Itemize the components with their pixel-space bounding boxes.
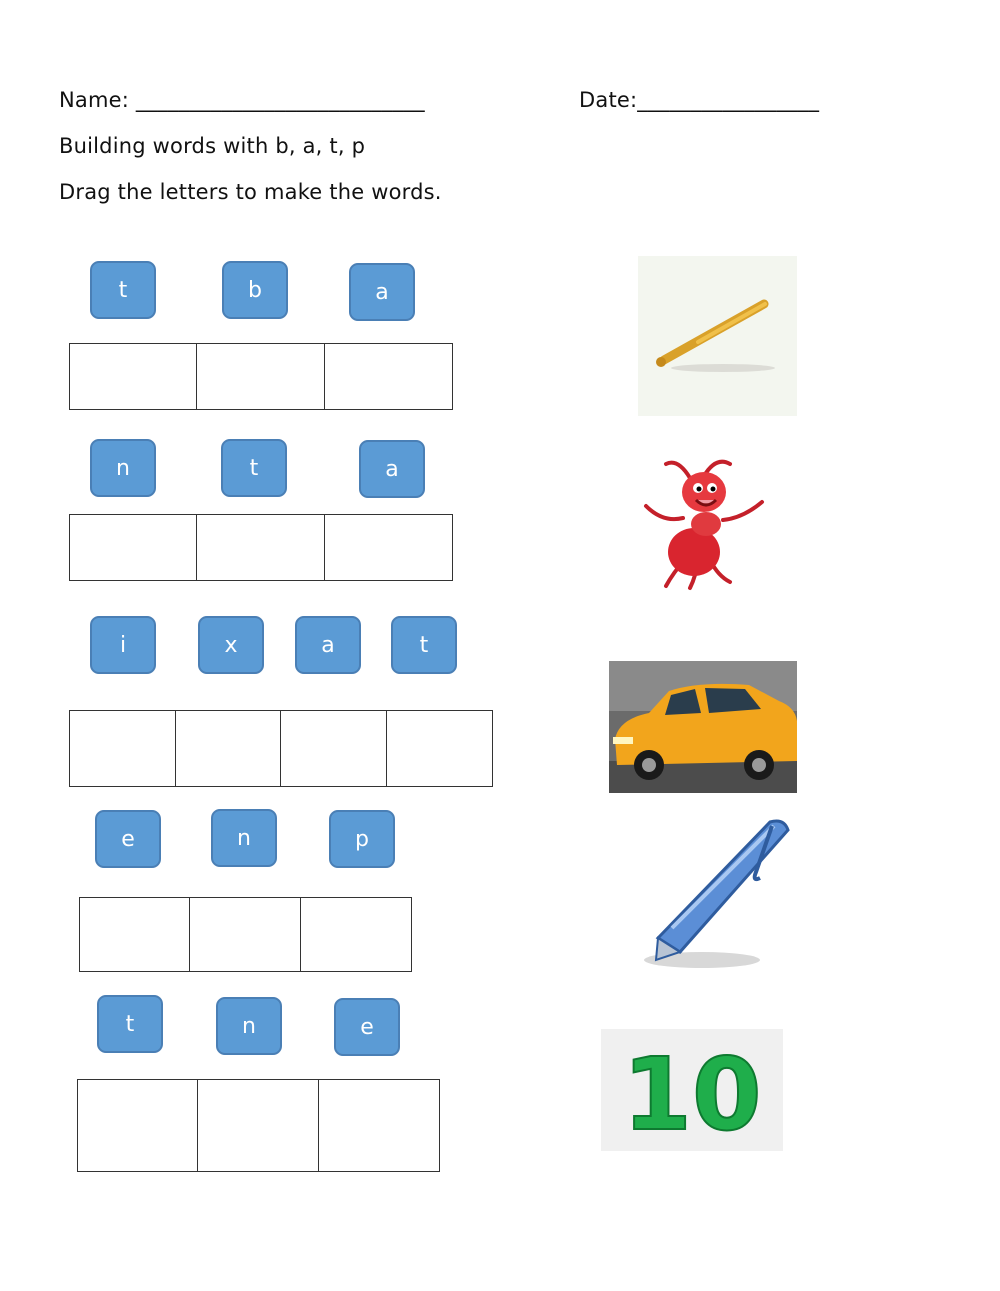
letter-tile[interactable]: i: [90, 616, 156, 674]
word-drop-row: [77, 1079, 440, 1172]
drop-box[interactable]: [387, 711, 493, 786]
letter-tile[interactable]: e: [95, 810, 161, 868]
word-drop-row: [69, 343, 453, 410]
drop-box[interactable]: [197, 344, 324, 409]
drop-box[interactable]: [70, 515, 197, 580]
drop-box[interactable]: [190, 898, 300, 971]
drop-box[interactable]: [325, 344, 452, 409]
letter-tile[interactable]: t: [90, 261, 156, 319]
drop-box[interactable]: [197, 515, 324, 580]
drop-box[interactable]: [176, 711, 282, 786]
letter-tile[interactable]: a: [349, 263, 415, 321]
letter-tile[interactable]: t: [221, 439, 287, 497]
drop-box[interactable]: [70, 344, 197, 409]
pen-picture: [622, 812, 798, 974]
taxi-picture: [609, 661, 797, 793]
drop-box[interactable]: [281, 711, 387, 786]
drop-box[interactable]: [198, 1080, 318, 1171]
letter-tile[interactable]: x: [198, 616, 264, 674]
ant-picture: [638, 448, 768, 593]
word-drop-row: [69, 514, 453, 581]
drop-box[interactable]: [78, 1080, 198, 1171]
letter-tile[interactable]: e: [334, 998, 400, 1056]
drop-box[interactable]: [301, 898, 411, 971]
ten-numeral: 10: [622, 1036, 762, 1151]
word-drop-row: [69, 710, 493, 787]
drop-box[interactable]: [325, 515, 452, 580]
letter-tile[interactable]: n: [211, 809, 277, 867]
baseball-bat-picture: [638, 256, 797, 416]
letter-tile[interactable]: a: [359, 440, 425, 498]
worksheet-subtitle: Building words with b, a, t, p: [59, 134, 366, 158]
drop-box[interactable]: [80, 898, 190, 971]
letter-tile[interactable]: n: [216, 997, 282, 1055]
date-field-label[interactable]: Date:_________________: [579, 88, 820, 112]
letter-tile[interactable]: b: [222, 261, 288, 319]
letter-tile[interactable]: t: [97, 995, 163, 1053]
letter-tile[interactable]: t: [391, 616, 457, 674]
letter-tile[interactable]: n: [90, 439, 156, 497]
drop-box[interactable]: [70, 711, 176, 786]
name-field-label[interactable]: Name: ___________________________: [59, 88, 425, 112]
letter-tile[interactable]: p: [329, 810, 395, 868]
worksheet-instruction: Drag the letters to make the words.: [59, 180, 442, 204]
letter-tile[interactable]: a: [295, 616, 361, 674]
word-drop-row: [79, 897, 412, 972]
ten-picture: [601, 1029, 783, 1151]
drop-box[interactable]: [319, 1080, 439, 1171]
